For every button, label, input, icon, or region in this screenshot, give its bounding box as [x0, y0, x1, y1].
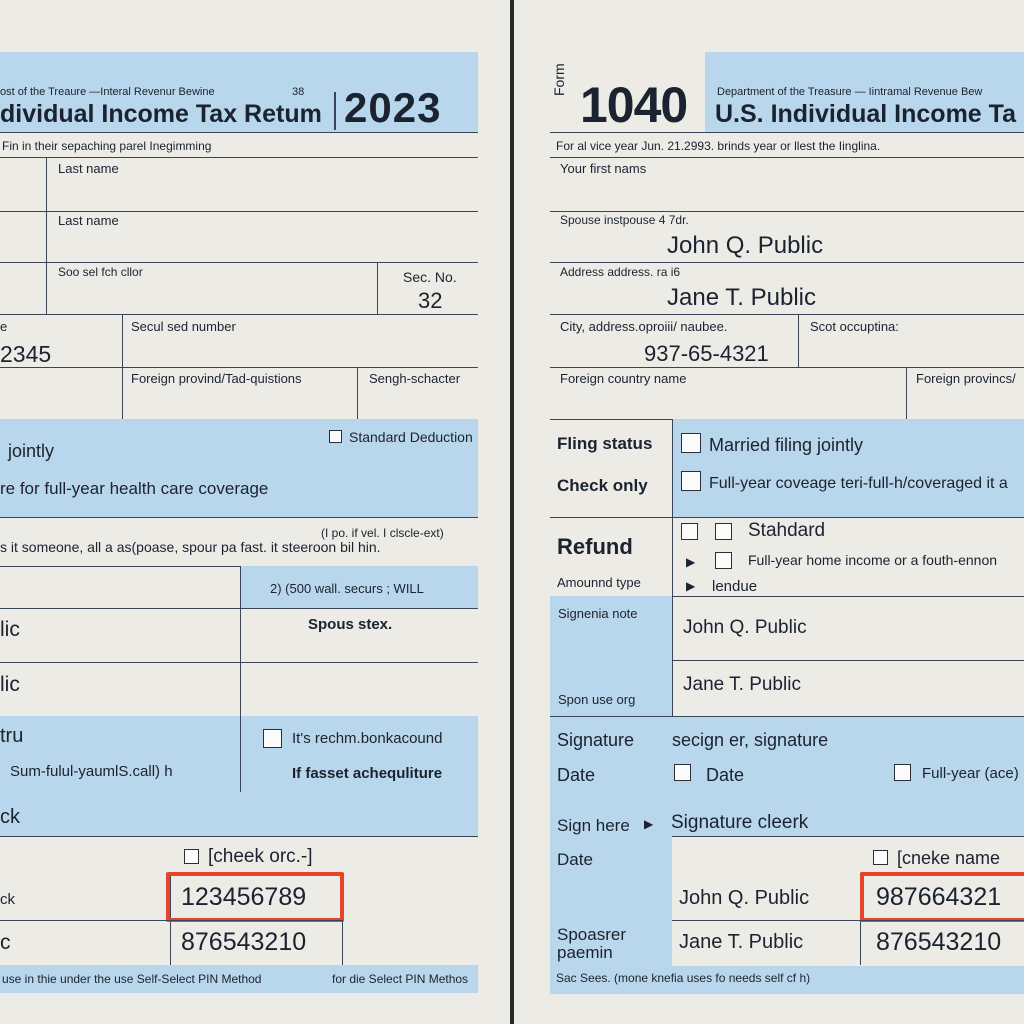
left-title-divider: [334, 92, 336, 130]
right-address-value[interactable]: Jane T. Public: [667, 284, 816, 311]
right-signenia-note: Signenia note: [558, 606, 638, 621]
left-ck-label: ck: [0, 806, 20, 828]
right-form-page: [516, 0, 1024, 1024]
left-recheck-label: It's rechm.bonkacound: [292, 730, 443, 747]
right-spouse-value[interactable]: John Q. Public: [667, 232, 824, 259]
right-standard-label: Stahdard: [748, 520, 826, 541]
left-agency-text: ost of the Treaure —Interal Revenur Bewine: [0, 86, 215, 98]
left-instruction: Fin in their sepaching parel Inegimming: [2, 139, 212, 153]
right-form-title: U.S. Individual Income Ta: [715, 100, 1016, 128]
right-jane-2[interactable]: Jane T. Public: [679, 931, 804, 953]
right-check-only-label: Check only: [557, 476, 648, 495]
standard-checkbox[interactable]: [715, 523, 732, 540]
left-social-label: Secul sed number: [131, 319, 236, 334]
right-first-name-label: Your first nams: [560, 161, 647, 176]
right-form-number: 1040: [580, 77, 688, 133]
left-form-title: dividual Income Tax Retum: [0, 100, 322, 128]
cneke-name-checkbox[interactable]: [873, 850, 888, 865]
right-refund-label: Refund: [557, 534, 633, 559]
standard-deduction-checkbox[interactable]: [329, 430, 342, 443]
left-foreign-province-label: Foreign provind/Tad-quistions: [131, 371, 302, 386]
right-spouse-label: Spouse instpouse 4 7dr.: [560, 213, 689, 227]
left-sec-no-label: Sec. No.: [403, 269, 457, 285]
right-cneke-label: [cneke name: [897, 848, 1001, 868]
arrow-right-icon: ▶: [686, 579, 696, 593]
right-filing-status-label: Fling status: [557, 434, 653, 453]
left-spous-label: Spous stex.: [308, 616, 393, 633]
right-instruction: For al vice year Jun. 21.2993. brinds year or llest the Iinglina.: [556, 139, 881, 153]
right-foreign-province-label: Foreign provincs/: [916, 371, 1016, 386]
right-foreign-country-label: Foreign country name: [560, 371, 687, 386]
right-lendue-label: lendue: [712, 578, 758, 595]
left-pin-highlight: [166, 872, 344, 922]
right-fullyear-home-label: Full-year home income or a fouth-ennon: [748, 552, 998, 568]
left-recheck-checkbox[interactable]: [263, 729, 282, 748]
right-spon-use-label: Spon use org: [558, 692, 636, 707]
right-city-value[interactable]: 937-65-4321: [644, 341, 769, 366]
left-cheek-checkbox[interactable]: [184, 849, 199, 864]
right-pin-1[interactable]: 987664321: [876, 883, 1002, 911]
left-sum-label: Sum-fulul-yaumlS.call) h: [10, 763, 173, 780]
right-john-2[interactable]: John Q. Public: [679, 887, 810, 909]
right-date-label-2: Date: [557, 850, 593, 869]
fullyear-home-checkbox[interactable]: [715, 552, 732, 569]
fullyear-coverage-label: Full-year coveage teri-full-h/coveraged it a: [709, 475, 1008, 492]
left-pin-1[interactable]: 123456789: [181, 883, 307, 911]
left-tru-label: tru: [0, 725, 24, 747]
right-address-label: Address address. ra i6: [560, 265, 681, 279]
left-last-name-label: Last name: [58, 161, 119, 176]
left-pin-2[interactable]: 876543210: [181, 928, 307, 956]
standard-deduction-label: Standard Deduction: [349, 429, 473, 445]
left-dependent-note: (I po. if vel. I clscle-ext): [321, 526, 444, 540]
right-status-band: [672, 419, 1024, 517]
left-lic-1: lic: [0, 618, 20, 641]
right-signature-cleerk[interactable]: Signature cleerk: [671, 812, 809, 833]
right-spoasrer-label: Spoasrer: [557, 925, 626, 944]
arrow-right-icon: ▶: [686, 555, 696, 569]
right-city-label: City, address.oproiii/ naubee.: [560, 319, 728, 334]
left-e-value[interactable]: 2345: [0, 341, 52, 367]
left-coverage-label: re for full-year health care coverage: [0, 479, 269, 498]
right-john-1[interactable]: John Q. Public: [683, 617, 807, 638]
date-checkbox[interactable]: [674, 764, 691, 781]
left-ck2-label: ck: [0, 891, 15, 908]
left-footer-right: for die Select PIN Methos: [332, 972, 469, 986]
left-tax-year: 2023: [344, 84, 442, 131]
right-fullyear-ace-label: Full-year (ace): [922, 765, 1019, 782]
fullyear-coverage-checkbox[interactable]: [681, 471, 701, 491]
right-signature-label: Signature: [557, 730, 635, 750]
right-form-label: Form: [551, 63, 567, 96]
right-agency-text: Department of the Treasure — Iintramal Revenue Bew: [717, 86, 983, 98]
left-someone-text: s it someone, all a as(poase, spour pa fast. it steeroon bil hin.: [0, 539, 381, 555]
left-sec-no-value[interactable]: 32: [418, 288, 443, 313]
right-date-label: Date: [557, 765, 596, 785]
right-paemin-label: paemin: [557, 943, 613, 962]
left-col2-label: 2) (500 wall. securs ; WILL: [270, 581, 424, 596]
refund-checkbox-1[interactable]: [681, 523, 698, 540]
left-cheek-label: [cheek orc.-]: [208, 846, 313, 867]
left-soc-sel-label: Soo sel fch cllor: [58, 265, 143, 279]
fullyear-ace-checkbox[interactable]: [894, 764, 911, 781]
right-date-check-label: Date: [706, 765, 745, 785]
married-filing-jointly-label: Married filing jointly: [709, 435, 864, 455]
left-jointly-label: jointly: [8, 441, 55, 461]
right-footer-text: Sac Sees. (mone knefia uses fo needs self cf h): [556, 971, 811, 985]
left-c-label: c: [0, 931, 11, 954]
right-pin-highlight: [860, 872, 1024, 922]
right-pin-2[interactable]: 876543210: [876, 928, 1002, 956]
married-filing-jointly-checkbox[interactable]: [681, 433, 701, 453]
right-secign-label: secign er, signature: [672, 730, 829, 750]
arrow-right-icon: ▶: [644, 817, 654, 831]
right-sign-here-label: Sign here: [557, 816, 630, 835]
left-last-name-label-2: Last name: [58, 213, 119, 228]
left-sengh-label: Sengh-schacter: [369, 371, 461, 386]
left-omb-text: 38: [292, 86, 305, 98]
left-check-band: [0, 792, 478, 836]
right-occupation-label: Scot occuptina:: [810, 319, 899, 334]
left-e-label: e: [0, 319, 8, 334]
left-footer-left: use in thie under the use Self-Select PIN Method: [2, 972, 262, 986]
left-lic-2: lic: [0, 673, 20, 696]
left-ifasset-label: If fasset achequliture: [292, 765, 443, 782]
right-amount-type-label: Amounnd type: [557, 575, 641, 590]
right-jane-1[interactable]: Jane T. Public: [683, 674, 801, 695]
